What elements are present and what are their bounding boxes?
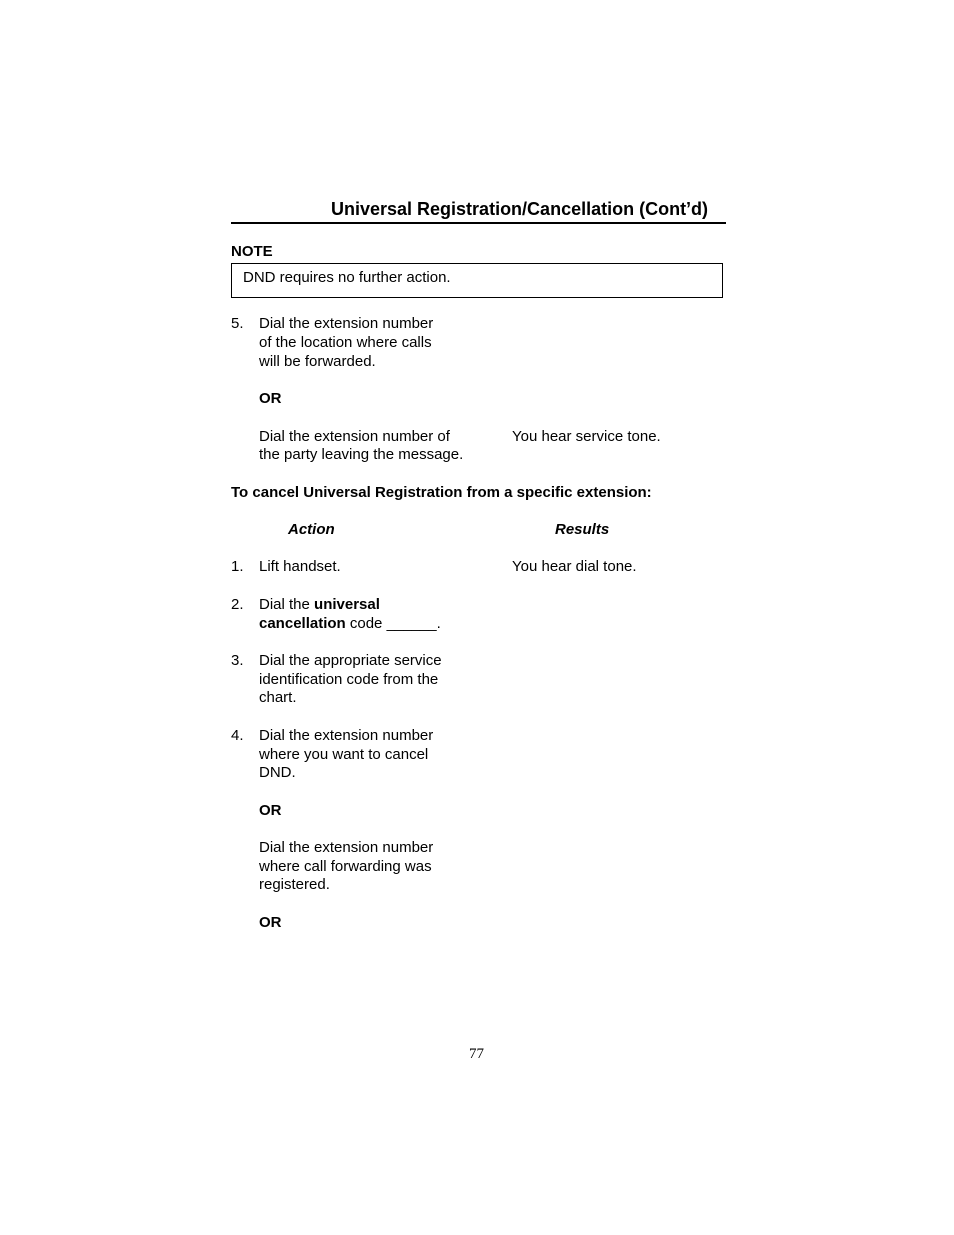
step-2-line-2 <box>259 614 441 633</box>
step-4-alt-line-2: where call forwarding was <box>259 858 432 875</box>
step-3-line-1: Dial the appropriate service <box>259 652 442 669</box>
step-5-alt-line-1: Dial the extension number of <box>259 428 450 445</box>
step-1-action: Lift handset. <box>259 558 341 575</box>
step-4-alt-line-3: registered. <box>259 876 330 893</box>
action-column-header: Action <box>288 521 335 538</box>
section-heading: To cancel Universal Registration from a specific extension: <box>231 484 652 501</box>
step-2-prefix: Dial the <box>259 596 315 613</box>
step-3-line-2: identification code from the <box>259 671 439 688</box>
step-5-line-1: Dial the extension number <box>259 315 434 332</box>
note-label: NOTE <box>231 243 273 260</box>
step-4-or-2: OR <box>259 914 282 931</box>
step-5-line-2: of the location where calls <box>259 334 432 351</box>
page-number: 77 <box>469 1046 484 1062</box>
step-2-suffix: code ______. <box>345 615 441 632</box>
step-5-line-3: will be forwarded. <box>259 353 376 370</box>
page-title: Universal Registration/Cancellation (Cont’d) <box>331 199 709 219</box>
step-5-result: You hear service tone. <box>512 428 661 445</box>
step-2-bold-2: cancellation <box>259 615 346 632</box>
step-1-number: 1. <box>231 558 244 575</box>
step-2-line-1 <box>259 595 380 614</box>
step-3-number: 3. <box>231 652 244 669</box>
step-1-result: You hear dial tone. <box>512 558 637 575</box>
step-4-line-3: DND. <box>259 764 296 781</box>
step-5-number: 5. <box>231 315 244 332</box>
step-2-number: 2. <box>231 596 244 613</box>
step-5-or: OR <box>259 390 282 407</box>
step-4-or-1: OR <box>259 802 282 819</box>
note-text: DND requires no further action. <box>243 269 451 286</box>
title-rule <box>231 222 726 224</box>
step-3-line-3: chart. <box>259 689 297 706</box>
step-4-alt-line-1: Dial the extension number <box>259 839 434 856</box>
step-5-alt-line-2: the party leaving the message. <box>259 446 464 463</box>
step-4-line-2: where you want to cancel <box>259 746 429 763</box>
step-4-number: 4. <box>231 727 244 744</box>
step-2-bold-1: universal <box>314 596 380 613</box>
results-column-header: Results <box>555 521 610 538</box>
step-4-line-1: Dial the extension number <box>259 727 434 744</box>
